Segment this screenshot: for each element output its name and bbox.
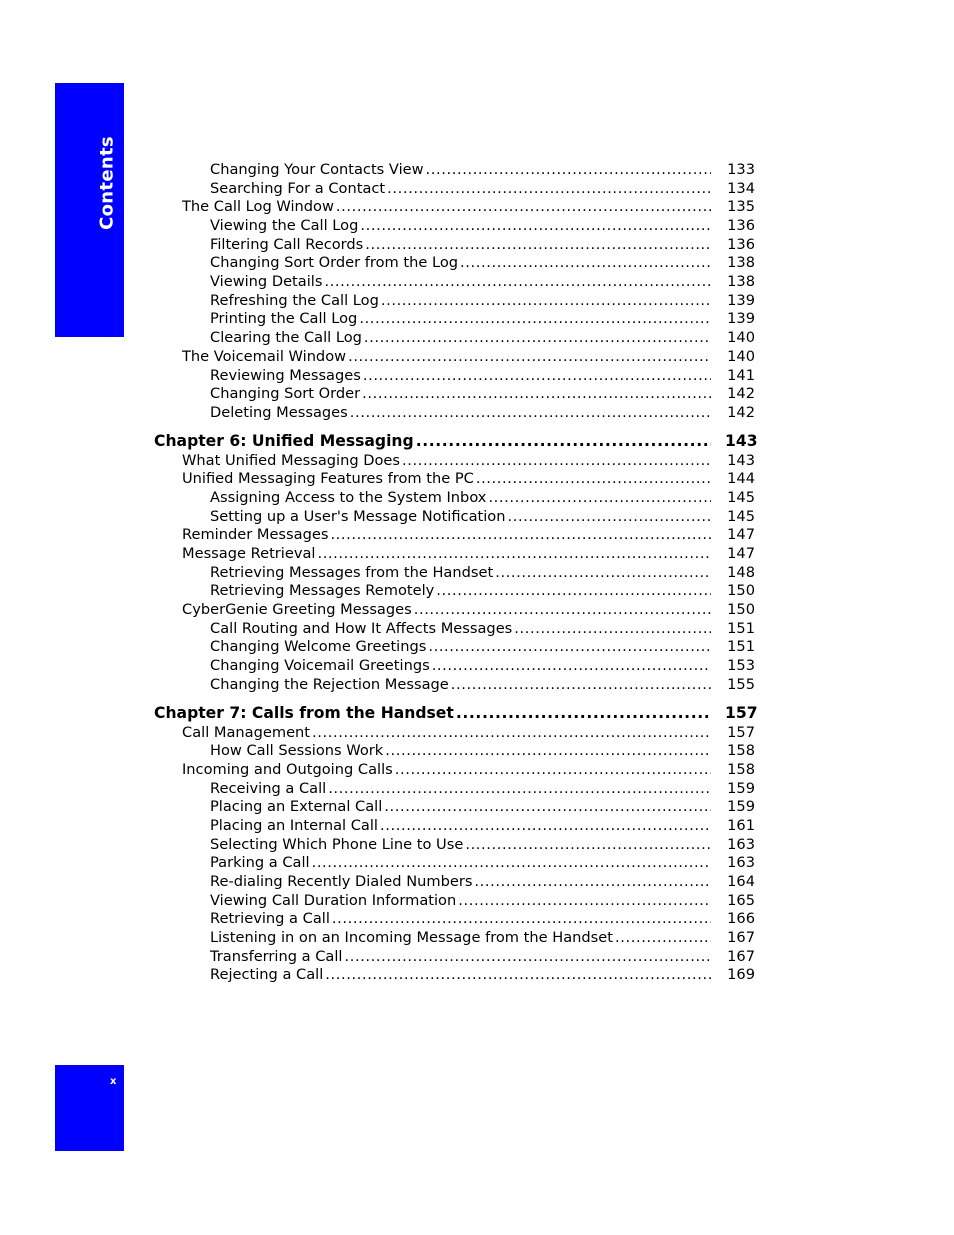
- toc-entry-title: Viewing Call Duration Information: [210, 891, 457, 909]
- toc-dot-leader: [350, 404, 711, 423]
- toc-entry-page: 150: [727, 582, 755, 600]
- toc-entry-title: Changing Sort Order from the Log: [210, 254, 459, 272]
- toc-dot-leader: [325, 967, 711, 986]
- toc-dot-leader: [381, 292, 711, 311]
- toc-dot-leader: [330, 526, 711, 545]
- toc-entry-page: 158: [727, 742, 755, 760]
- toc-entry[interactable]: [154, 620, 755, 639]
- toc-entry[interactable]: [154, 929, 755, 948]
- toc-entry-page: 155: [727, 675, 755, 693]
- toc-entry-title: Retrieving Messages from the Handset: [210, 563, 494, 581]
- toc-entry-title: Viewing Details: [210, 273, 323, 291]
- toc-entry-page: 147: [727, 545, 755, 563]
- toc-entry[interactable]: [154, 761, 755, 780]
- toc-dot-leader: [384, 798, 711, 817]
- toc-entry-title: Incoming and Outgoing Calls: [182, 760, 393, 778]
- toc-entry-title: Filtering Call Records: [210, 235, 364, 253]
- toc-entry[interactable]: [154, 798, 755, 817]
- toc-entry-title: Re-dialing Recently Dialed Numbers: [210, 873, 473, 891]
- toc-entry-title: Unified Messaging Features from the PC: [182, 470, 474, 488]
- toc-entry-title: Call Routing and How It Affects Messages: [210, 619, 513, 637]
- toc-dot-leader: [474, 873, 711, 892]
- toc-entry-title: How Call Sessions Work: [210, 742, 384, 760]
- toc-entry[interactable]: [154, 892, 755, 911]
- toc-dot-leader: [495, 564, 711, 583]
- toc-entry-title: Transferring a Call: [210, 947, 343, 965]
- toc-entry-title: Receiving a Call: [210, 779, 327, 797]
- toc-entry-page: 167: [727, 947, 755, 965]
- toc-entry[interactable]: [154, 873, 755, 892]
- toc-chapter-entry[interactable]: [154, 431, 758, 451]
- toc-entry-title: Printing the Call Log: [210, 310, 358, 328]
- toc-entry-page: 143: [725, 431, 758, 450]
- toc-dot-leader: [428, 639, 711, 658]
- toc-entry[interactable]: [154, 273, 755, 292]
- toc-entry[interactable]: [154, 367, 755, 386]
- toc-entry-title: Listening in on an Incoming Message from the Handset: [210, 929, 613, 947]
- toc-entry-title: Setting up a User's Message Notification: [210, 507, 506, 525]
- toc-dot-leader: [514, 620, 711, 639]
- toc-entry[interactable]: [154, 180, 755, 199]
- toc-entry[interactable]: [154, 545, 755, 564]
- toc-dot-leader: [465, 836, 711, 855]
- toc-entry[interactable]: [154, 404, 755, 423]
- toc-entry[interactable]: [154, 329, 755, 348]
- toc-entry-page: 151: [727, 638, 755, 656]
- toc-entry[interactable]: [154, 582, 755, 601]
- toc-entry-page: 150: [727, 601, 755, 619]
- toc-entry[interactable]: [154, 967, 755, 986]
- toc-entry[interactable]: [154, 217, 755, 236]
- toc-entry-page: 138: [727, 273, 755, 291]
- toc-dot-leader: [380, 817, 711, 836]
- toc-dot-leader: [385, 742, 711, 761]
- toc-entry-page: 140: [727, 329, 755, 347]
- toc-entry[interactable]: [154, 292, 755, 311]
- toc-entry-title: Changing Voicemail Greetings: [210, 657, 430, 675]
- toc-dot-leader: [414, 601, 711, 620]
- toc-entry-page: 136: [727, 217, 755, 235]
- toc-entry-title: Refreshing the Call Log: [210, 291, 379, 309]
- toc-entry-page: 139: [727, 291, 755, 309]
- toc-dot-leader: [362, 385, 711, 404]
- toc-entry[interactable]: [154, 948, 755, 967]
- toc-dot-leader: [456, 704, 711, 723]
- toc-dot-leader: [312, 854, 711, 873]
- toc-entry-page: 142: [727, 385, 755, 403]
- toc-entry-title: Rejecting a Call: [210, 966, 324, 984]
- toc-entry[interactable]: [154, 910, 755, 929]
- toc-entry[interactable]: [154, 836, 755, 855]
- toc-entry-title: The Call Log Window: [182, 198, 334, 216]
- toc-entry-page: 135: [727, 198, 755, 216]
- toc-dot-leader: [332, 910, 711, 929]
- toc-dot-leader: [507, 508, 711, 527]
- toc-entry-title: The Voicemail Window: [182, 347, 347, 365]
- toc-entry-title: Retrieving a Call: [210, 910, 330, 928]
- toc-dot-leader: [387, 180, 711, 199]
- toc-dot-leader: [360, 217, 711, 236]
- toc-dot-leader: [363, 367, 711, 386]
- toc-entry-page: 159: [727, 779, 755, 797]
- toc-entry-title: Parking a Call: [210, 854, 310, 872]
- toc-entry-page: 140: [727, 347, 755, 365]
- toc-entry[interactable]: [154, 489, 755, 508]
- toc-entry-title: Reviewing Messages: [210, 366, 361, 384]
- toc-entry[interactable]: [154, 161, 755, 180]
- contents-tab-label: Contents: [96, 136, 118, 230]
- toc-entry-page: 136: [727, 235, 755, 253]
- toc-entry-page: 143: [727, 451, 755, 469]
- page-number: x: [110, 1076, 117, 1087]
- toc-dot-leader: [365, 236, 711, 255]
- toc-entry-page: 134: [727, 179, 755, 197]
- toc-dot-leader: [451, 676, 711, 695]
- toc-dot-leader: [328, 780, 711, 799]
- toc-entry-title: Changing Welcome Greetings: [210, 638, 427, 656]
- toc-entry[interactable]: [154, 601, 755, 620]
- toc-entry-title: Selecting Which Phone Line to Use: [210, 835, 464, 853]
- toc-entry-page: 142: [727, 403, 755, 421]
- toc-entry-title: Message Retrieval: [182, 545, 316, 563]
- toc-entry-page: 139: [727, 310, 755, 328]
- toc-entry[interactable]: [154, 198, 755, 217]
- toc-entry[interactable]: [154, 657, 755, 676]
- toc-entry-title: Chapter 7: Calls from the Handset: [154, 703, 454, 722]
- toc-dot-leader: [402, 452, 711, 471]
- toc-entry-page: 166: [727, 910, 755, 928]
- toc-entry[interactable]: [154, 236, 755, 255]
- toc-entry-page: 158: [727, 760, 755, 778]
- toc-entry-page: 165: [727, 891, 755, 909]
- toc-entry[interactable]: [154, 526, 755, 545]
- toc-dot-leader: [476, 470, 711, 489]
- toc-dot-leader: [395, 761, 711, 780]
- toc-entry-title: Placing an Internal Call: [210, 816, 378, 834]
- toc-entry-title: Assigning Access to the System Inbox: [210, 488, 487, 506]
- toc-entry-title: CyberGenie Greeting Messages: [182, 601, 412, 619]
- toc-entry[interactable]: [154, 676, 755, 695]
- toc-entry-page: 144: [727, 470, 755, 488]
- toc-entry-title: Call Management: [182, 723, 311, 741]
- toc-entry-title: Searching For a Contact: [210, 179, 386, 197]
- toc-entry-page: 145: [727, 507, 755, 525]
- toc-entry[interactable]: [154, 724, 755, 743]
- toc-entry[interactable]: [154, 311, 755, 330]
- toc-entry-page: 151: [727, 619, 755, 637]
- toc-dot-leader: [324, 273, 711, 292]
- table-of-contents: [154, 160, 758, 985]
- toc-entry-page: 163: [727, 854, 755, 872]
- toc-dot-leader: [359, 311, 711, 330]
- toc-entry[interactable]: [154, 742, 755, 761]
- toc-dot-leader: [344, 948, 711, 967]
- toc-dot-leader: [317, 545, 711, 564]
- toc-entry-title: Retrieving Messages Remotely: [210, 582, 435, 600]
- toc-dot-leader: [312, 724, 711, 743]
- toc-entry-page: 145: [727, 488, 755, 506]
- toc-dot-leader: [436, 582, 711, 601]
- toc-dot-leader: [416, 432, 711, 451]
- toc-entry-page: 141: [727, 366, 755, 384]
- toc-dot-leader: [458, 892, 711, 911]
- toc-entry[interactable]: [154, 508, 755, 527]
- toc-entry-title: Chapter 6: Unified Messaging: [154, 431, 414, 450]
- toc-entry-title: Changing Sort Order: [210, 385, 361, 403]
- toc-dot-leader: [488, 489, 711, 508]
- toc-dot-leader: [426, 161, 711, 180]
- toc-entry-title: Viewing the Call Log: [210, 217, 359, 235]
- toc-entry[interactable]: [154, 639, 755, 658]
- toc-entry-title: Reminder Messages: [182, 526, 329, 544]
- toc-entry-page: 133: [727, 160, 755, 178]
- toc-entry-page: 167: [727, 929, 755, 947]
- toc-entry-title: Clearing the Call Log: [210, 329, 362, 347]
- toc-entry-title: Placing an External Call: [210, 798, 383, 816]
- toc-chapter-entry[interactable]: [154, 703, 758, 723]
- toc-entry-page: 163: [727, 835, 755, 853]
- toc-dot-leader: [336, 198, 711, 217]
- toc-entry[interactable]: [154, 470, 755, 489]
- toc-dot-leader: [364, 329, 711, 348]
- toc-entry-page: 164: [727, 873, 755, 891]
- toc-entry-title: Changing the Rejection Message: [210, 675, 449, 693]
- toc-entry-page: 159: [727, 798, 755, 816]
- toc-entry-page: 157: [727, 723, 755, 741]
- toc-entry-page: 138: [727, 254, 755, 272]
- toc-entry-title: Deleting Messages: [210, 403, 348, 421]
- toc-entry-page: 157: [725, 703, 758, 722]
- toc-entry[interactable]: [154, 348, 755, 367]
- toc-entry-page: 161: [727, 816, 755, 834]
- toc-dot-leader: [615, 929, 711, 948]
- toc-entry-title: What Unified Messaging Does: [182, 451, 400, 469]
- toc-entry[interactable]: [154, 780, 755, 799]
- toc-entry[interactable]: [154, 385, 755, 404]
- toc-entry-page: 153: [727, 657, 755, 675]
- toc-entry-page: 147: [727, 526, 755, 544]
- toc-dot-leader: [432, 657, 711, 676]
- toc-entry[interactable]: [154, 452, 755, 471]
- toc-entry-page: 169: [727, 966, 755, 984]
- toc-dot-leader: [348, 348, 711, 367]
- toc-entry-page: 148: [727, 563, 755, 581]
- toc-entry-title: Changing Your Contacts View: [210, 160, 424, 178]
- toc-entry[interactable]: [154, 254, 755, 273]
- toc-entry[interactable]: [154, 564, 755, 583]
- toc-entry[interactable]: [154, 854, 755, 873]
- toc-entry[interactable]: [154, 817, 755, 836]
- toc-dot-leader: [460, 254, 711, 273]
